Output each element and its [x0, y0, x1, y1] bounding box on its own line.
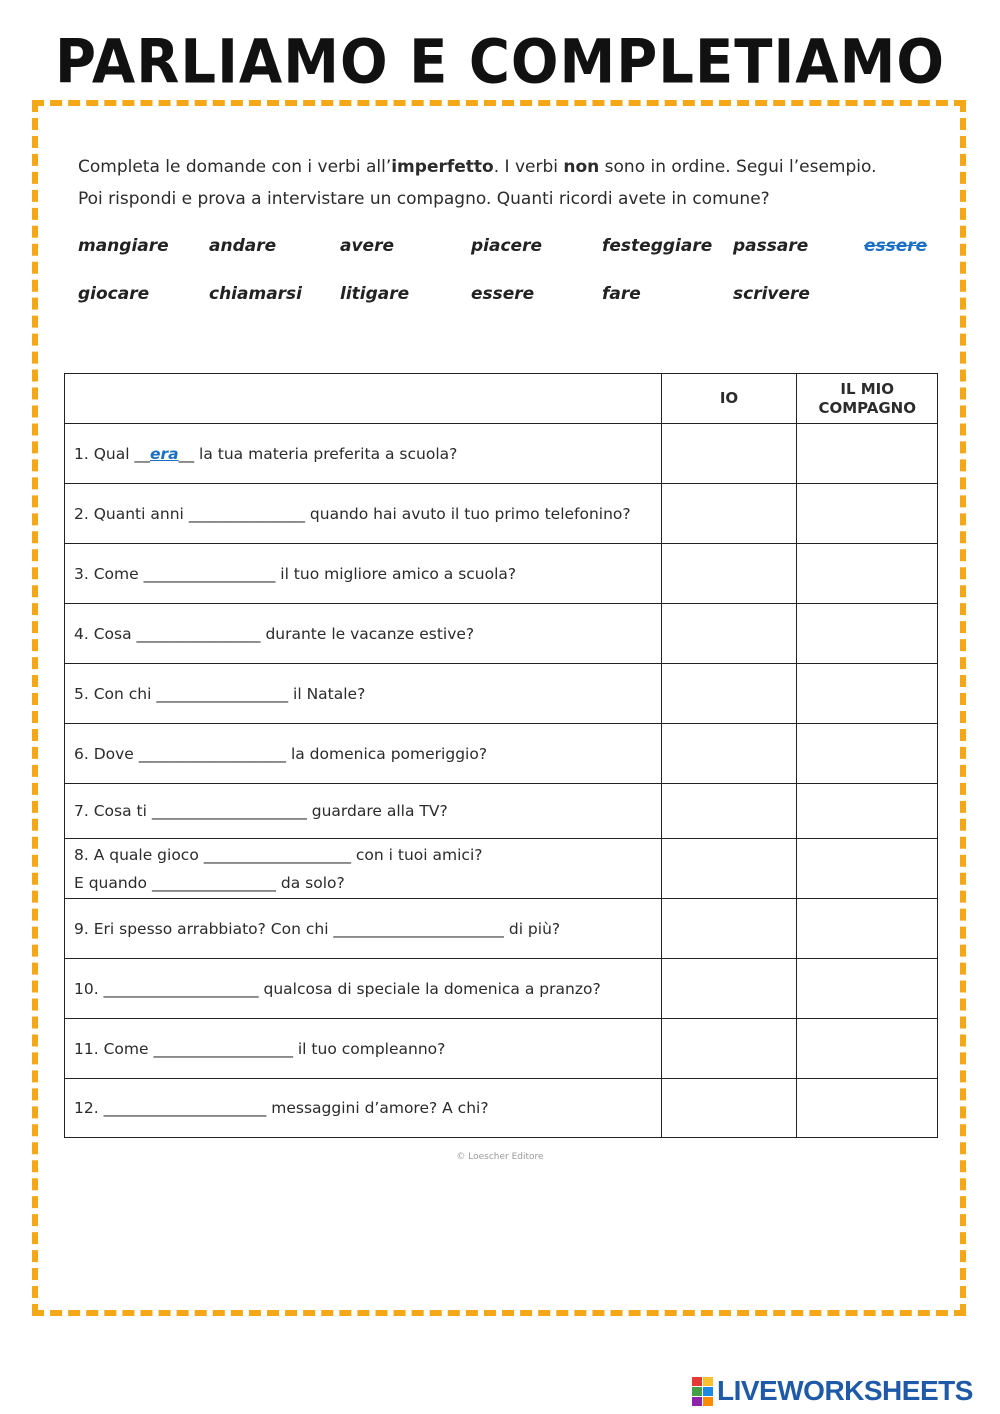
question-text: 8. A quale gioco ___________________ con i tuoi amici?: [74, 845, 483, 864]
answer-io-cell[interactable]: [661, 839, 797, 899]
table-row: [65, 664, 938, 724]
answer-io-cell[interactable]: [661, 1079, 797, 1138]
verb-bank-item: andare: [209, 236, 277, 256]
header-compagno: [797, 374, 938, 424]
answer-io-cell[interactable]: [661, 424, 797, 484]
question-text: E quando ________________ da solo?: [74, 873, 345, 892]
table-row: [65, 604, 938, 664]
table-row: [65, 899, 938, 959]
question-6: 6. Dove ___________________ la domenica pomeriggio?: [65, 724, 662, 784]
answer-io-cell[interactable]: [661, 899, 797, 959]
header-compagno-line-2: COMPAGNO: [818, 398, 916, 417]
logo-text: LIVEWORKSHEETS: [717, 1375, 973, 1406]
table-row: [65, 839, 938, 899]
verb-bank-item: chiamarsi: [209, 284, 302, 304]
answer-io-cell[interactable]: [661, 604, 797, 664]
question-11: 11. Come __________________ il tuo compleanno?: [65, 1019, 662, 1079]
copyright-notice: © Loescher Editore: [456, 1152, 544, 1162]
answer-compagno-cell[interactable]: [797, 784, 938, 839]
instruction-text: sono in ordine. Segui l’esempio.: [599, 157, 877, 177]
answer-compagno-cell[interactable]: [797, 724, 938, 784]
question-12: 12. _____________________ messaggini d’amore? A chi?: [65, 1079, 662, 1138]
instruction-line-2: Poi rispondi e prova a intervistare un compagno. Quanti ricordi avete in comune?: [78, 189, 770, 209]
instruction-text: Completa le domande con i verbi all’: [78, 157, 392, 177]
verb-bank-item: giocare: [78, 284, 150, 304]
question-8: [65, 839, 662, 899]
table-header-row: [65, 374, 938, 424]
verb-bank-item: litigare: [340, 284, 410, 304]
question-text: 1. Qual __: [74, 444, 150, 463]
question-table: [64, 373, 938, 1138]
table-row: [65, 959, 938, 1019]
answer-io-cell[interactable]: [661, 784, 797, 839]
question-4: 4. Cosa ________________ durante le vacanze estive?: [65, 604, 662, 664]
verb-bank-item: passare: [733, 236, 809, 256]
question-text: __ la tua materia preferita a scuola?: [178, 444, 458, 463]
table-row: [65, 784, 938, 839]
answer-io-cell[interactable]: [661, 1019, 797, 1079]
logo-blocks-icon: [692, 1377, 713, 1406]
answer-io-cell[interactable]: [661, 959, 797, 1019]
verb-bank-item: mangiare: [78, 236, 169, 256]
table-row: [65, 724, 938, 784]
answer-compagno-cell[interactable]: [797, 424, 938, 484]
answer-compagno-cell[interactable]: [797, 1019, 938, 1079]
question-9: 9. Eri spesso arrabbiato? Con chi ______________________ di più?: [65, 899, 662, 959]
verb-bank-item: scrivere: [733, 284, 810, 304]
instruction-line-1: [78, 157, 876, 177]
verb-bank-item: fare: [602, 284, 641, 304]
answer-compagno-cell[interactable]: [797, 1079, 938, 1138]
example-answer: era: [149, 444, 179, 463]
answer-io-cell[interactable]: [661, 544, 797, 604]
header-io: IO: [661, 374, 797, 424]
instruction-emphasis: imperfetto: [391, 157, 494, 177]
table-row: [65, 1019, 938, 1079]
header-compagno-line-1: IL MIO: [840, 379, 895, 398]
table-row: [65, 484, 938, 544]
instruction-text: . I verbi: [493, 157, 564, 177]
answer-compagno-cell[interactable]: [797, 899, 938, 959]
verb-bank-item: festeggiare: [602, 236, 713, 256]
answer-io-cell[interactable]: [661, 484, 797, 544]
question-5: 5. Con chi _________________ il Natale?: [65, 664, 662, 724]
instruction-emphasis: non: [563, 157, 600, 177]
verb-bank-item: piacere: [471, 236, 542, 256]
answer-io-cell[interactable]: [661, 724, 797, 784]
answer-compagno-cell[interactable]: [797, 959, 938, 1019]
question-1: [65, 424, 662, 484]
table-row: [65, 1079, 938, 1138]
answer-compagno-cell[interactable]: [797, 664, 938, 724]
page-title: PARLIAMO E COMPLETIAMO: [55, 27, 945, 98]
liveworksheets-logo[interactable]: [692, 1376, 973, 1406]
header-question-cell: [65, 374, 662, 424]
answer-compagno-cell[interactable]: [797, 544, 938, 604]
answer-io-cell[interactable]: [661, 664, 797, 724]
question-3: 3. Come _________________ il tuo migliore amico a scuola?: [65, 544, 662, 604]
answer-compagno-cell[interactable]: [797, 484, 938, 544]
question-10: 10. ____________________ qualcosa di speciale la domenica a pranzo?: [65, 959, 662, 1019]
verb-bank-item: avere: [340, 236, 394, 256]
verb-bank-item: essere: [471, 284, 535, 304]
table-row: [65, 544, 938, 604]
question-2: 2. Quanti anni _______________ quando hai avuto il tuo primo telefonino?: [65, 484, 662, 544]
verb-bank-item-used: essere: [864, 236, 928, 256]
table-row: [65, 424, 938, 484]
answer-compagno-cell[interactable]: [797, 604, 938, 664]
answer-compagno-cell[interactable]: [797, 839, 938, 899]
question-7: 7. Cosa ti ____________________ guardare alla TV?: [65, 784, 662, 839]
